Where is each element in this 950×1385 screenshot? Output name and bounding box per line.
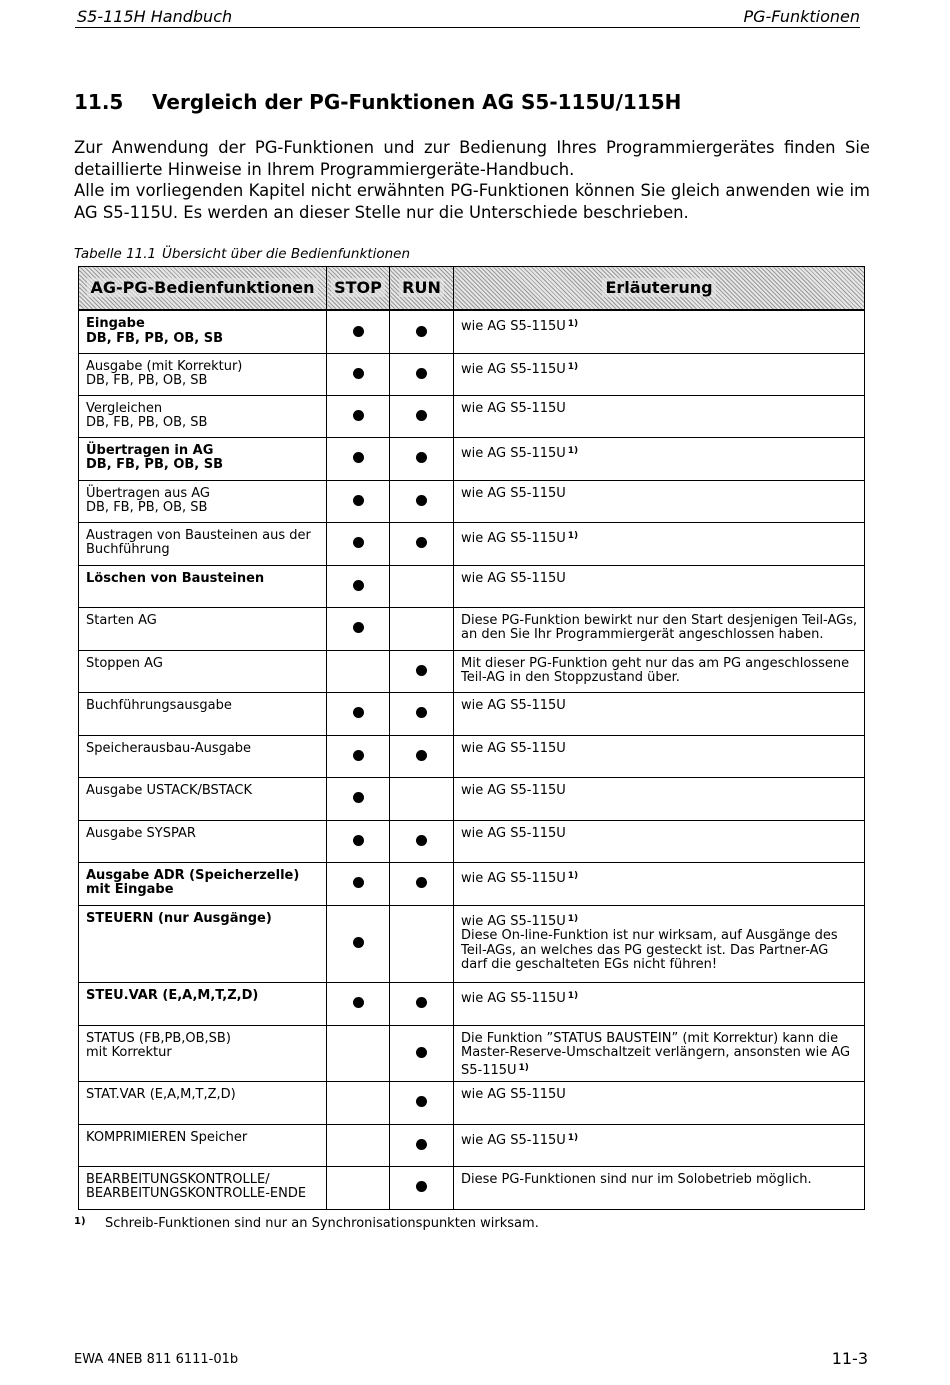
run-cell	[390, 310, 454, 353]
intro-text	[74, 137, 870, 223]
footnote-mark: 1)	[74, 1216, 86, 1227]
function-cell	[79, 692, 327, 735]
function-cell	[79, 353, 327, 395]
function-cell	[79, 607, 327, 650]
run-available-dot	[416, 537, 427, 548]
run-cell	[390, 480, 454, 522]
table-row	[79, 437, 865, 480]
explanation-cell	[454, 1166, 865, 1209]
run-available-dot	[416, 665, 427, 676]
stop-available-dot	[353, 410, 364, 421]
function-cell	[79, 650, 327, 692]
explanation-cell	[454, 650, 865, 692]
table-row	[79, 565, 865, 607]
footnote-reference: 1)	[567, 870, 579, 881]
footer-document-number: EWA 4NEB 811 6111-01b	[74, 1352, 239, 1367]
table-row	[79, 692, 865, 735]
table-row	[79, 395, 865, 437]
function-name: Übertragen aus AG	[86, 485, 210, 501]
function-cell	[79, 1124, 327, 1166]
table-row	[79, 820, 865, 862]
run-cell	[390, 1166, 454, 1209]
run-cell	[390, 862, 454, 905]
stop-cell	[327, 522, 390, 565]
explanation-cell	[454, 607, 865, 650]
function-name: Übertragen in AG	[86, 442, 214, 458]
explanation-cell	[454, 1124, 865, 1166]
table-caption-number: Tabelle 11.1	[74, 246, 157, 262]
run-cell	[390, 565, 454, 607]
stop-cell	[327, 905, 390, 982]
run-available-dot	[416, 410, 427, 421]
run-cell	[390, 1124, 454, 1166]
explanation-cell	[454, 905, 865, 982]
function-cell	[79, 777, 327, 820]
run-available-dot	[416, 1096, 427, 1107]
run-cell	[390, 607, 454, 650]
function-name: STEUERN (nur Ausgänge)	[86, 910, 272, 926]
function-cell	[79, 437, 327, 480]
explanation-text: wie AG S5-115U	[461, 990, 566, 1006]
run-cell	[390, 522, 454, 565]
explanation-cell	[454, 1081, 865, 1124]
header-stop: STOP	[327, 267, 390, 311]
table-row	[79, 353, 865, 395]
function-cell	[79, 310, 327, 353]
stop-cell	[327, 862, 390, 905]
function-cell	[79, 1025, 327, 1081]
stop-available-dot	[353, 750, 364, 761]
function-objects: DB, FB, PB, OB, SB	[86, 373, 208, 388]
explanation-text: wie AG S5-115U	[461, 319, 566, 334]
stop-available-dot	[353, 580, 364, 591]
footnote-reference: 1)	[567, 1132, 579, 1143]
stop-cell	[327, 480, 390, 522]
table-row	[79, 777, 865, 820]
function-name: Stoppen AG	[86, 655, 163, 671]
explanation-text: wie AG S5-115U	[461, 570, 566, 586]
intro-paragraph-2: Alle im vorliegenden Kapitel nicht erwähnten PG-Funktionen können Sie gleich anwenden wie im AG S5-115U. Es werden an dieser Stelle nur die Unterschiede beschrieben.	[74, 181, 870, 222]
stop-available-dot	[353, 792, 364, 803]
function-objects: Buchführung	[86, 542, 170, 557]
table-row	[79, 1081, 865, 1124]
intro-paragraph-1: Zur Anwendung der PG-Funktionen und zur Bedienung Ihres Programmiergerätes finden Sie detaillierte Hinweise in Ihrem Programmiergeräte-Handbuch.	[74, 138, 870, 179]
explanation-text: wie AG S5-115U	[461, 361, 566, 377]
header-function: AG-PG-Bedienfunktionen	[79, 267, 327, 311]
explanation-cell	[454, 437, 865, 480]
function-name: Austragen von Bausteinen aus der	[86, 527, 311, 543]
stop-cell	[327, 565, 390, 607]
header-run: RUN	[390, 267, 454, 311]
table-header-row	[79, 267, 865, 311]
stop-cell	[327, 607, 390, 650]
stop-cell	[327, 692, 390, 735]
explanation-cell	[454, 692, 865, 735]
function-cell	[79, 1166, 327, 1209]
run-available-dot	[416, 877, 427, 888]
section-heading	[74, 90, 681, 114]
table-row	[79, 862, 865, 905]
run-available-dot	[416, 452, 427, 463]
stop-cell	[327, 650, 390, 692]
explanation-note: Diese On-line-Funktion ist nur wirksam, auf Ausgänge des Teil-AGs, an welches das PG gesteckt ist. Das Partner-AG darf die geschalteten EGs nicht führen!	[461, 928, 838, 972]
explanation-text: wie AG S5-115U	[461, 1086, 566, 1102]
stop-cell	[327, 353, 390, 395]
function-name: BEARBEITUNGSKONTROLLE/	[86, 1171, 270, 1187]
section-title: Vergleich der PG-Funktionen AG S5-115U/115H	[152, 90, 682, 114]
footnote-text: Schreib-Funktionen sind nur an Synchronisationspunkten wirksam.	[105, 1216, 539, 1231]
footnote	[74, 1216, 539, 1231]
function-cell	[79, 862, 327, 905]
stop-available-dot	[353, 877, 364, 888]
footnote-reference: 1)	[567, 990, 579, 1001]
table-row	[79, 1025, 865, 1081]
function-name: Ausgabe ADR (Speicherzelle)	[86, 867, 300, 883]
function-name: STEU.VAR (E,A,M,T,Z,D)	[86, 987, 259, 1003]
stop-cell	[327, 820, 390, 862]
explanation-text: wie AG S5-115U	[461, 530, 566, 546]
function-name: Löschen von Bausteinen	[86, 570, 265, 586]
explanation-text: Die Funktion ”STATUS BAUSTEIN” (mit Korrektur) kann die Master-Reserve-Umschaltzeit verlängern, ansonsten wie AG S5-115U	[461, 1030, 851, 1078]
run-available-dot	[416, 326, 427, 337]
run-cell	[390, 650, 454, 692]
explanation-text: wie AG S5-115U	[461, 1132, 566, 1148]
run-available-dot	[416, 707, 427, 718]
explanation-cell	[454, 1025, 865, 1081]
explanation-cell	[454, 480, 865, 522]
function-cell	[79, 820, 327, 862]
function-name: Eingabe	[86, 316, 145, 331]
table-row	[79, 982, 865, 1025]
explanation-text: Diese PG-Funktionen sind nur im Solobetrieb möglich.	[461, 1171, 812, 1187]
explanation-cell	[454, 310, 865, 353]
function-objects: BEARBEITUNGSKONTROLLE-ENDE	[86, 1186, 307, 1201]
function-objects: DB, FB, PB, OB, SB	[86, 457, 224, 472]
explanation-text: wie AG S5-115U	[461, 697, 566, 713]
function-name: STAT.VAR (E,A,M,T,Z,D)	[86, 1086, 236, 1102]
header-explanation: Erläuterung	[454, 267, 865, 311]
explanation-cell	[454, 820, 865, 862]
run-available-dot	[416, 1139, 427, 1150]
stop-cell	[327, 982, 390, 1025]
table-row	[79, 1124, 865, 1166]
function-cell	[79, 982, 327, 1025]
explanation-cell	[454, 777, 865, 820]
stop-cell	[327, 1081, 390, 1124]
function-objects: mit Korrektur	[86, 1045, 172, 1060]
run-cell	[390, 1081, 454, 1124]
footnote-reference: 1)	[567, 361, 579, 372]
explanation-text: wie AG S5-115U	[461, 825, 566, 841]
explanation-cell	[454, 982, 865, 1025]
footnote-reference: 1)	[567, 445, 579, 456]
table-body	[79, 310, 865, 1209]
header-manual-title: S5-115H Handbuch	[77, 7, 233, 26]
running-header	[75, 5, 860, 28]
function-cell	[79, 735, 327, 777]
run-cell	[390, 692, 454, 735]
function-name: Ausgabe USTACK/BSTACK	[86, 782, 252, 798]
function-name: Vergleichen	[86, 400, 163, 416]
stop-available-dot	[353, 495, 364, 506]
run-cell	[390, 982, 454, 1025]
function-name: Starten AG	[86, 612, 157, 628]
stop-available-dot	[353, 835, 364, 846]
table-row	[79, 1166, 865, 1209]
function-cell	[79, 565, 327, 607]
table-row	[79, 650, 865, 692]
function-objects: DB, FB, PB, OB, SB	[86, 415, 208, 430]
explanation-cell	[454, 862, 865, 905]
stop-cell	[327, 777, 390, 820]
run-available-dot	[416, 835, 427, 846]
table-row	[79, 735, 865, 777]
section-number: 11.5	[74, 90, 124, 114]
run-available-dot	[416, 750, 427, 761]
run-cell	[390, 777, 454, 820]
run-available-dot	[416, 997, 427, 1008]
stop-available-dot	[353, 368, 364, 379]
table-row	[79, 310, 865, 353]
stop-cell	[327, 735, 390, 777]
function-objects: mit Eingabe	[86, 882, 174, 897]
explanation-cell	[454, 395, 865, 437]
stop-cell	[327, 437, 390, 480]
table-row	[79, 522, 865, 565]
function-name: Ausgabe (mit Korrektur)	[86, 358, 243, 374]
explanation-cell	[454, 522, 865, 565]
footnote-reference: 1)	[567, 319, 579, 329]
run-available-dot	[416, 1181, 427, 1192]
function-name: Buchführungsausgabe	[86, 697, 232, 713]
pg-functions-table	[78, 266, 865, 1210]
run-cell	[390, 1025, 454, 1081]
function-cell	[79, 480, 327, 522]
run-cell	[390, 905, 454, 982]
table-row	[79, 607, 865, 650]
footer-page-number: 11-3	[831, 1349, 868, 1368]
table-caption	[74, 246, 410, 262]
explanation-cell	[454, 353, 865, 395]
table-row	[79, 480, 865, 522]
run-available-dot	[416, 368, 427, 379]
explanation-text: Diese PG-Funktion bewirkt nur den Start desjenigen Teil-AGs, an den Sie Ihr Programmiergerät angeschlossen haben.	[461, 612, 858, 642]
function-name: Ausgabe SYSPAR	[86, 825, 196, 841]
explanation-text: wie AG S5-115U	[461, 400, 566, 416]
explanation-text: wie AG S5-115U	[461, 913, 566, 929]
stop-cell	[327, 395, 390, 437]
stop-cell	[327, 310, 390, 353]
run-cell	[390, 735, 454, 777]
run-available-dot	[416, 1047, 427, 1058]
stop-cell	[327, 1124, 390, 1166]
stop-available-dot	[353, 622, 364, 633]
stop-available-dot	[353, 326, 364, 337]
footnote-reference: 1)	[518, 1062, 529, 1073]
function-cell	[79, 522, 327, 565]
explanation-cell	[454, 735, 865, 777]
run-cell	[390, 395, 454, 437]
explanation-text: Mit dieser PG-Funktion geht nur das am PG angeschlossene Teil-AG in den Stoppzustand über.	[461, 655, 850, 685]
function-cell	[79, 905, 327, 982]
footnote-reference: 1)	[567, 530, 579, 541]
run-available-dot	[416, 495, 427, 506]
explanation-text: wie AG S5-115U	[461, 485, 566, 501]
stop-available-dot	[353, 997, 364, 1008]
stop-cell	[327, 1166, 390, 1209]
explanation-text: wie AG S5-115U	[461, 445, 566, 461]
function-cell	[79, 395, 327, 437]
function-name: KOMPRIMIEREN Speicher	[86, 1129, 248, 1145]
header-chapter-title: PG-Funktionen	[743, 7, 860, 26]
stop-cell	[327, 1025, 390, 1081]
function-objects: DB, FB, PB, OB, SB	[86, 500, 208, 515]
run-cell	[390, 353, 454, 395]
stop-available-dot	[353, 707, 364, 718]
explanation-text: wie AG S5-115U	[461, 870, 566, 886]
table-caption-text: Übersicht über die Bedienfunktionen	[162, 246, 410, 262]
function-objects: DB, FB, PB, OB, SB	[86, 330, 224, 346]
function-name: Speicherausbau-Ausgabe	[86, 740, 252, 756]
explanation-cell	[454, 565, 865, 607]
function-cell	[79, 1081, 327, 1124]
explanation-text: wie AG S5-115U	[461, 782, 566, 798]
stop-available-dot	[353, 937, 364, 948]
footnote-reference: 1)	[567, 913, 579, 924]
stop-available-dot	[353, 537, 364, 548]
run-cell	[390, 820, 454, 862]
explanation-text: wie AG S5-115U	[461, 740, 566, 756]
stop-available-dot	[353, 452, 364, 463]
function-name: STATUS (FB,PB,OB,SB)	[86, 1030, 231, 1046]
table-row	[79, 905, 865, 982]
run-cell	[390, 437, 454, 480]
